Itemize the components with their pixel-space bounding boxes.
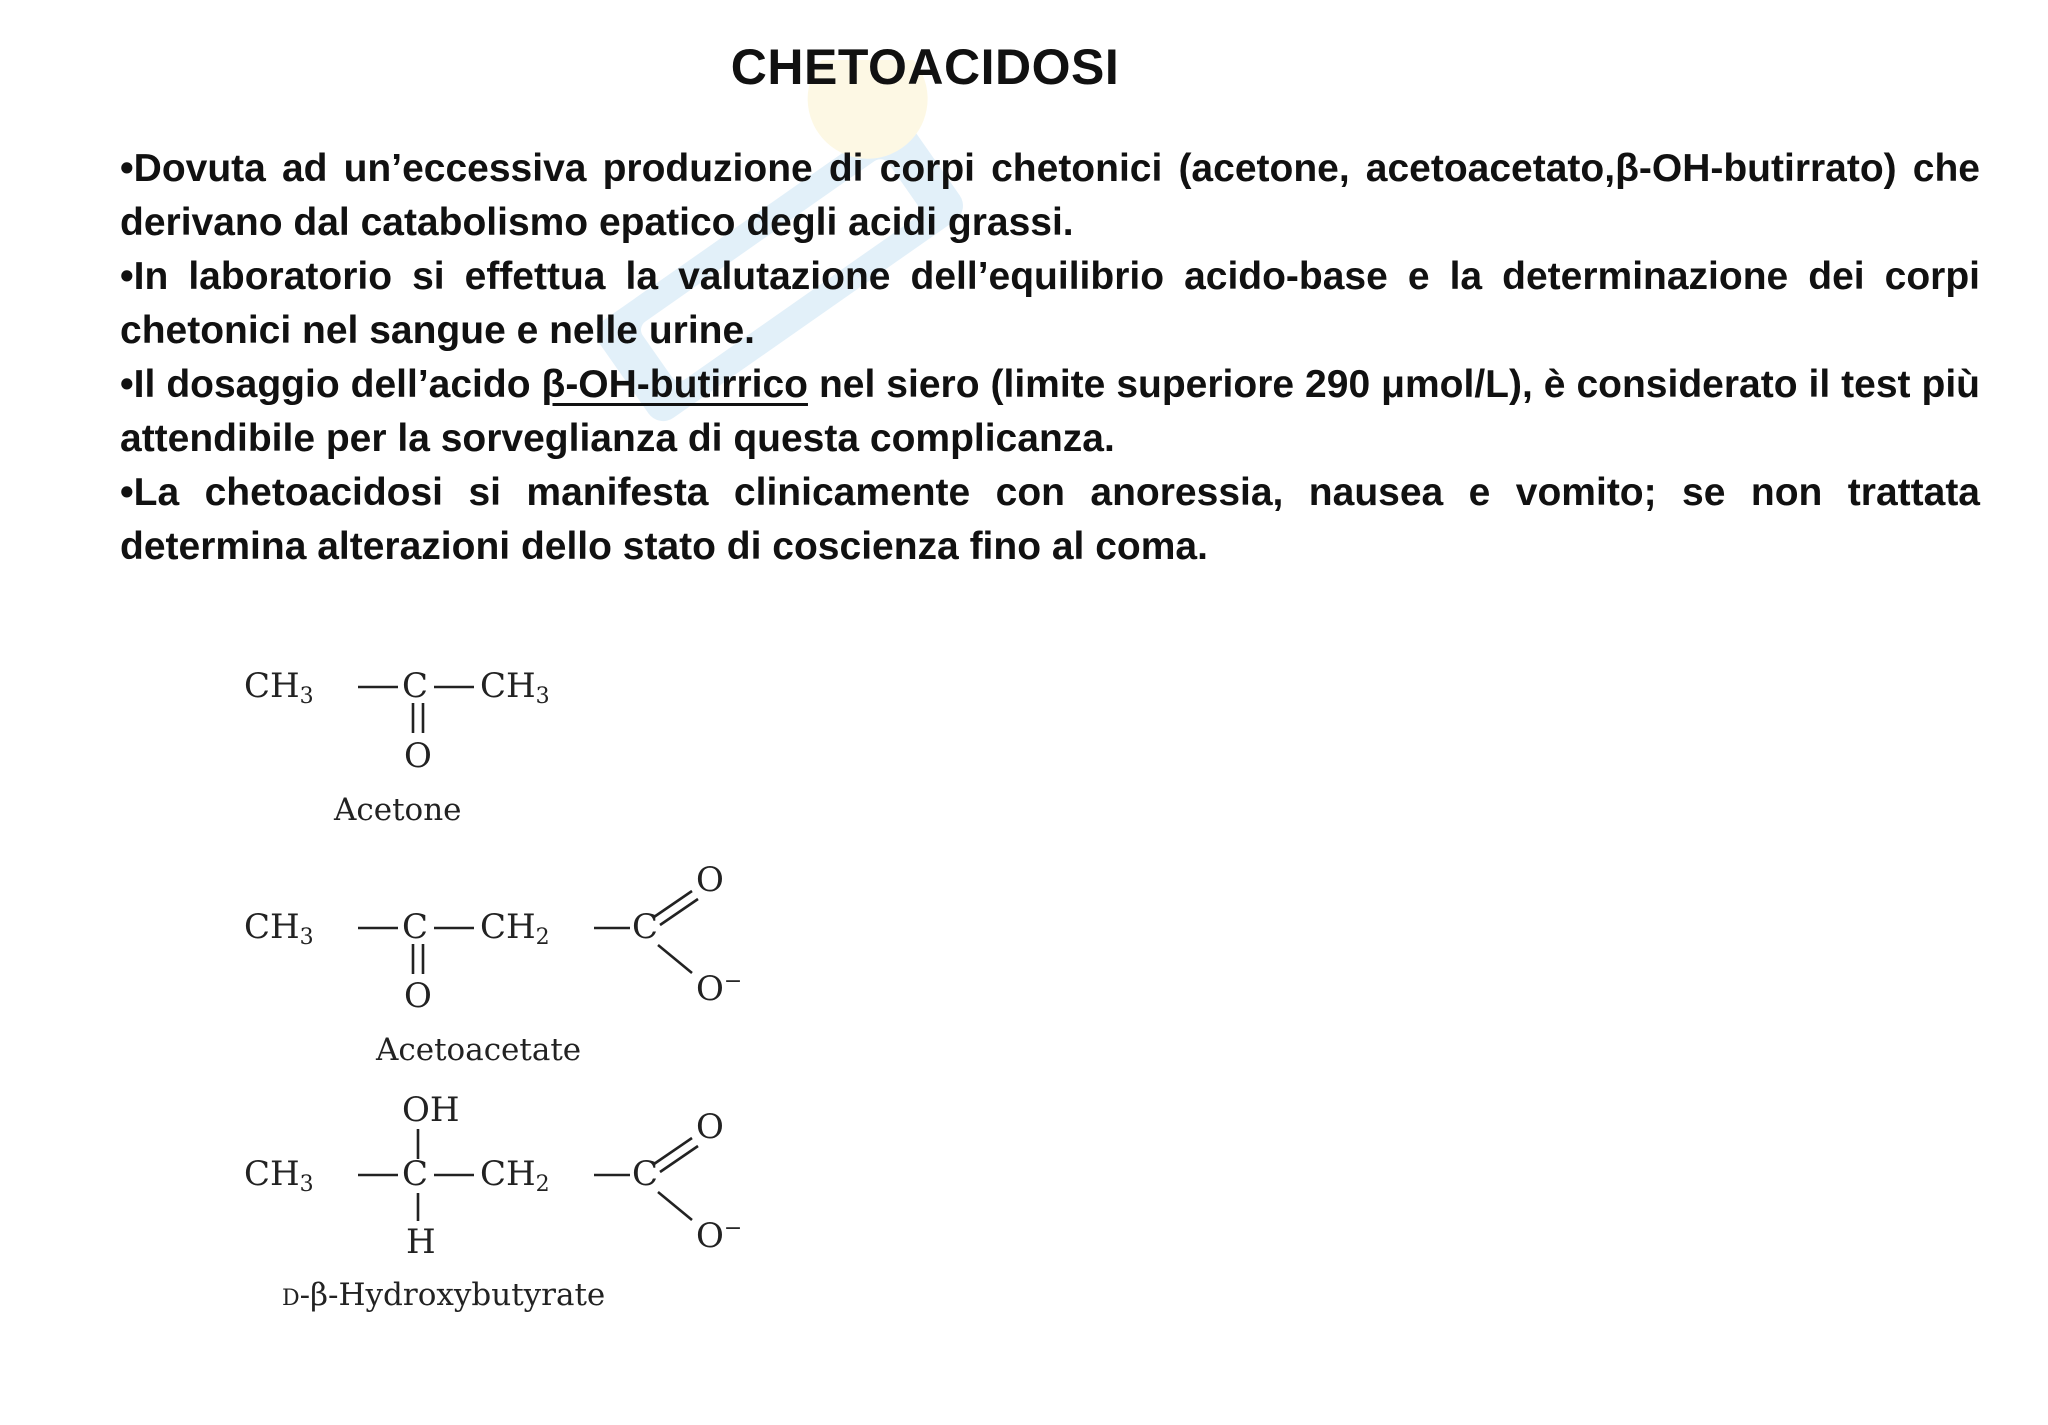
oxygen-atom: O [696,1107,724,1147]
bullet-paragraph-1 [120,142,1980,250]
hydrogen-atom: H [406,1222,436,1262]
acetoacetate-label: Acetoacetate [376,1032,582,1068]
paragraph-text: •Dovuta ad un’eccessiva produzione di corpi chetonici (acetone, acetoacetato,β-OH-butirrato) che derivano dal catabolismo epatico degli acidi grassi. [120,147,1980,244]
single-bond [658,945,692,973]
ch3-group: CH3 [480,666,550,709]
ch3-group: CH3 [244,666,314,709]
paragraph-text: nel siero (limite superiore 290 μmol/L), è considerato il test più attendibile per la sorveglianza di questa complicanza. [120,363,1980,460]
double-bond [654,1138,692,1164]
ketone-bodies-structures [230,655,850,1335]
underlined-term: β-OH-butirrico [541,363,808,406]
chiral-carbon: C [402,1154,429,1194]
double-bond [660,1146,698,1172]
double-bond [654,891,692,917]
carbonyl-carbon: C [402,666,429,706]
paragraph-text: •In laboratorio si effettua la valutazione dell’equilibrio acido-base e la determinazione dei corpi chetonici nel sangue e nelle urine. [120,255,1980,352]
hydroxyl-group: OH [402,1090,460,1130]
acetone-structure [244,666,550,828]
oxygen-atom: O [404,976,432,1016]
oxygen-anion: O− [696,969,743,1009]
ch2-group: CH2 [480,907,550,950]
single-bond [658,1192,692,1220]
paragraph-text: •Il dosaggio dell’acido [120,363,542,406]
bullet-paragraph-4 [120,466,1980,574]
ch2-group: CH2 [480,1154,550,1197]
acetoacetate-structure [244,860,742,1068]
hydroxybutyrate-structure [244,1090,742,1313]
oxygen-anion: O− [696,1216,743,1256]
carboxyl-carbon: C [632,1154,659,1194]
oxygen-atom: O [696,860,724,900]
double-bond [660,899,698,925]
page-title: CHETOACIDOSI [730,39,1120,95]
hydroxybutyrate-label: D-β-Hydroxybutyrate [282,1277,606,1313]
ch3-group: CH3 [244,907,314,950]
ch3-group: CH3 [244,1154,314,1197]
bullet-list [120,142,1980,574]
carbonyl-carbon: C [402,907,429,947]
acetone-label: Acetone [334,792,462,828]
oxygen-atom: O [404,736,432,776]
paragraph-text: •La chetoacidosi si manifesta clinicamente con anoressia, nausea e vomito; se non trattata determina alterazioni dello stato di coscienza fino al coma. [120,471,1980,568]
bullet-paragraph-2 [120,250,1980,358]
bullet-paragraph-3 [120,358,1980,466]
carboxyl-carbon: C [632,907,659,947]
